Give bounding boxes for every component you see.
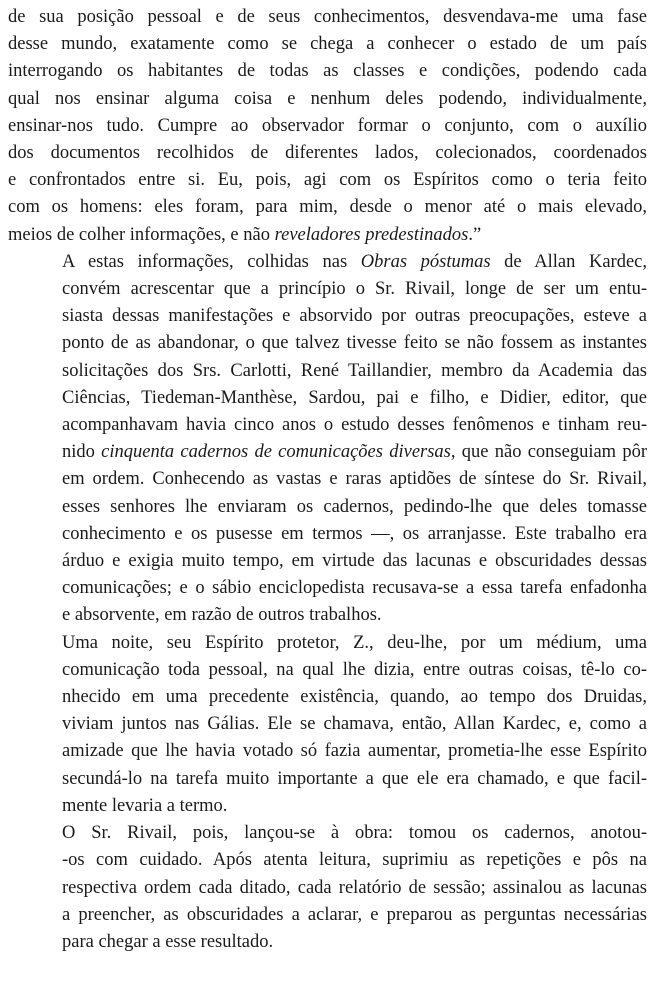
text-segment: e confrontados entre si. Eu, pois, agi com os Espíritos como o teria feito <box>8 170 647 191</box>
text-line <box>8 684 647 711</box>
text-line <box>8 385 647 412</box>
paragraph <box>8 630 647 820</box>
text-segment: dos documentos recolhidos de diferentes lados, colecionados, coordenados <box>8 143 647 164</box>
text-segment: meios de colher informações, e não <box>8 224 275 245</box>
text-segment: respectiva ordem cada ditado, cada relatório de sessão; assinalou as lacunas <box>62 877 647 898</box>
text-line <box>8 521 647 548</box>
text-line <box>8 738 647 765</box>
text-line <box>8 31 647 58</box>
text-line <box>8 766 647 793</box>
text-segment: comunicação toda pessoal, na qual lhe dizia, entre outras coisas, tê-lo co- <box>62 659 647 680</box>
text-segment: nhecido em uma precedente existência, quando, ao tempo dos Druidas, <box>62 687 647 708</box>
italic-text: cinquenta cadernos de comunicações diversas <box>101 442 451 463</box>
text-line <box>8 602 647 629</box>
text-line <box>8 466 647 493</box>
text-segment: interrogando os habitantes de todas as classes e condições, podendo cada <box>8 61 647 82</box>
text-line <box>8 358 647 385</box>
text-line <box>8 548 647 575</box>
text-line <box>8 494 647 521</box>
text-line <box>8 847 647 874</box>
text-segment: secundá-lo na tarefa muito importante a que ele era chamado, e que facil- <box>62 768 647 789</box>
text-segment: amizade que lhe havia votado só fazia aumentar, prometia-lhe esse Espírito <box>62 741 647 762</box>
text-line <box>8 167 647 194</box>
text-segment: ensinar-nos tudo. Cumpre ao observador formar o conjunto, com o auxílio <box>8 115 647 136</box>
text-line <box>8 58 647 85</box>
text-segment: qual nos ensinar alguma coisa e nenhum deles podendo, individualmente, <box>8 88 647 109</box>
text-segment: convém acrescentar que a princípio o Sr. Rivail, longe de ser um entu- <box>62 279 647 300</box>
text-segment: siasta dessas manifestações e absorvido por outras preocupações, esteve a <box>62 306 647 327</box>
text-segment: conhecimento e os pusesse em termos —, os arranjasse. Este trabalho era <box>62 523 647 544</box>
text-segment: com os homens: eles foram, para mim, desde o menor até o mais elevado, <box>8 197 647 218</box>
italic-text: reveladores predestinados <box>274 224 469 245</box>
text-segment: árduo e exigia muito tempo, em virtude das lacunas e obscuridades dessas <box>62 551 647 572</box>
text-line <box>8 412 647 439</box>
text-segment: desse mundo, exatamente como se chega a conhecer o estado de um país <box>8 34 647 55</box>
text-line <box>8 820 647 847</box>
text-segment: de sua posição pessoal e de seus conhecimentos, desvendava-me uma fase <box>8 7 647 27</box>
text-line <box>8 222 647 249</box>
text-line <box>8 793 647 820</box>
text-line <box>8 303 647 330</box>
text-line <box>8 276 647 303</box>
text-line <box>8 86 647 113</box>
text-line <box>8 630 647 657</box>
text-segment: mente levaria a termo. <box>62 795 228 816</box>
text-segment: acompanhavam havia cinco anos o estudo desses fenômenos e tinham reu- <box>62 415 647 436</box>
text-segment: solicitações dos Srs. Carlotti, René Taillandier, membro da Academia das <box>62 360 647 381</box>
text-line <box>8 575 647 602</box>
text-segment: viviam juntos nas Gálias. Ele se chamava, então, Allan Kardec, e, como a <box>62 714 647 735</box>
text-segment: A estas informações, colhidas nas <box>62 251 361 272</box>
text-line <box>8 711 647 738</box>
text-segment: em ordem. Conhecendo as vastas e raras aptidões de síntese do Sr. Rivail, <box>62 469 647 490</box>
text-segment: , que não conseguiam pôr <box>450 442 647 463</box>
text-line <box>8 330 647 357</box>
text-line <box>8 140 647 167</box>
paragraph <box>8 249 647 630</box>
text-line <box>8 194 647 221</box>
text-line <box>8 249 647 276</box>
text-segment: ponto de as abandonar, o que talvez tivesse feito se não fossem as instantes <box>62 333 647 354</box>
text-line <box>8 875 647 902</box>
text-segment: Ciências, Tiedeman-Manthèse, Sardou, pai e filho, e Didier, editor, que <box>62 387 647 408</box>
text-line <box>8 902 647 929</box>
paragraph <box>8 820 647 956</box>
text-segment: -os com cuidado. Após atenta leitura, suprimiu as repetições e pôs na <box>62 850 647 871</box>
text-segment: para chegar a esse resultado. <box>62 931 274 952</box>
text-line <box>8 929 647 956</box>
text-segment: .” <box>468 224 482 245</box>
text-segment: de Allan Kardec, <box>490 251 647 272</box>
text-segment: O Sr. Rivail, pois, lançou-se à obra: tomou os cadernos, anotou- <box>62 823 647 844</box>
text-segment: Uma noite, seu Espírito protetor, Z., deu-lhe, por um médium, uma <box>62 632 647 653</box>
text-line <box>8 439 647 466</box>
paragraph <box>8 4 647 249</box>
text-segment: nido <box>62 442 102 463</box>
text-line <box>8 657 647 684</box>
italic-text: Obras póstumas <box>360 251 491 272</box>
text-line <box>8 113 647 140</box>
text-segment: a preencher, as obscuridades a aclarar, e preparou as perguntas necessárias <box>62 904 647 925</box>
text-segment: esses senhores lhe enviaram os cadernos, pedindo-lhe que deles tomasse <box>62 496 647 517</box>
text-segment: e absorvente, em razão de outros trabalhos. <box>62 605 382 626</box>
text-segment: comunicações; e o sábio enciclopedista recusava-se a essa tarefa enfadonha <box>62 578 647 599</box>
text-line <box>8 4 647 31</box>
